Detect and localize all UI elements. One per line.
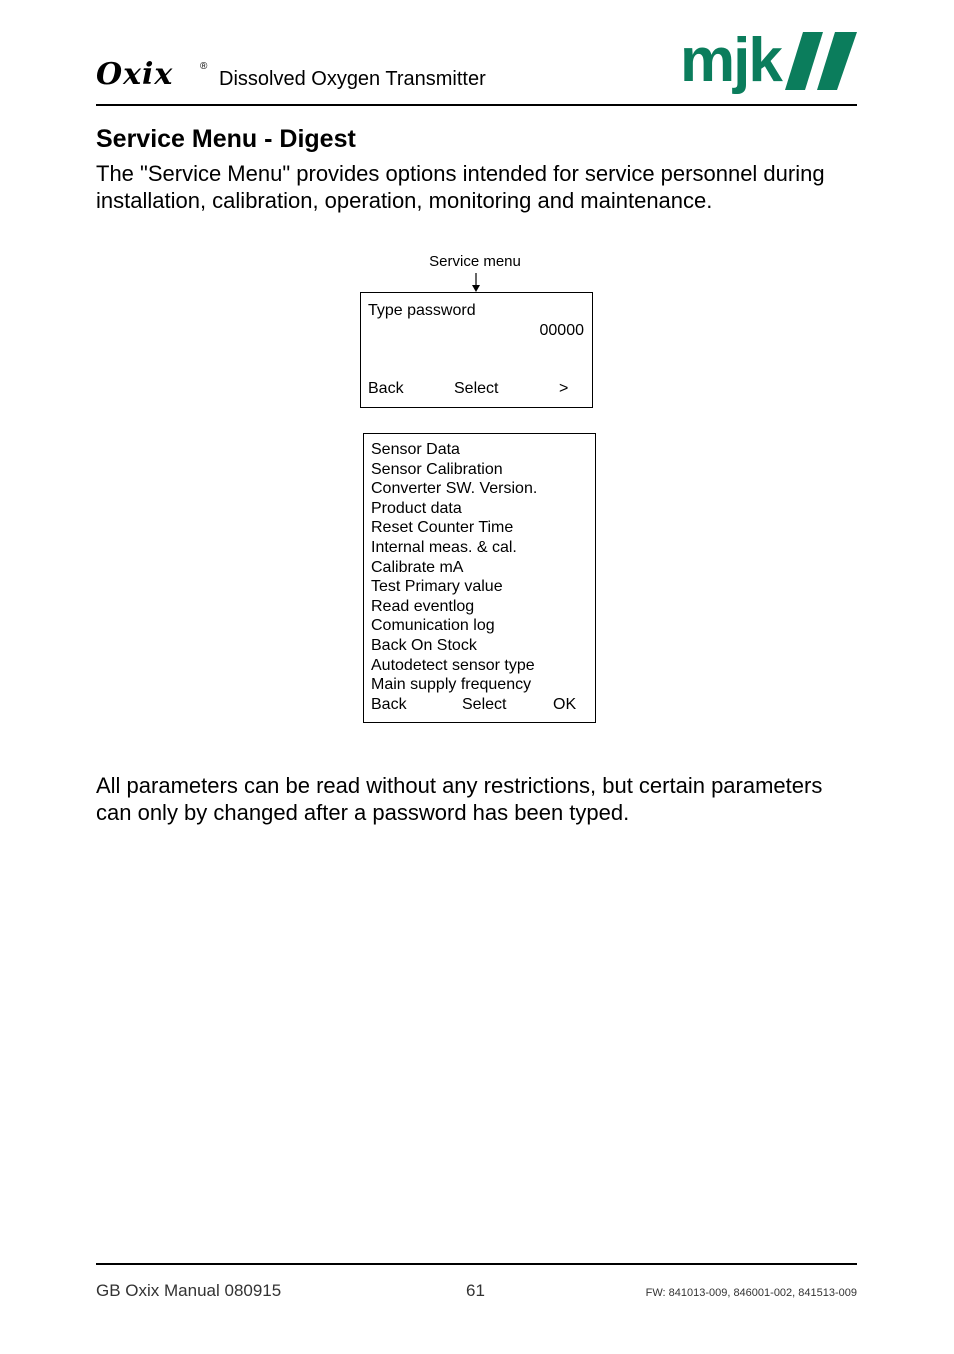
page-number: 61 [466, 1281, 485, 1300]
header-divider [96, 104, 857, 106]
company-logo-text: mjk [680, 26, 781, 95]
menu-item: Main supply frequency [371, 676, 532, 694]
footer-divider [96, 1263, 857, 1265]
select-softkey: Select [454, 380, 499, 397]
next-softkey: > [559, 380, 569, 397]
menu-item: Read eventlog [371, 597, 475, 615]
menu-item: Autodetect sensor type [371, 656, 535, 674]
menu-item: Internal meas. & cal. [371, 538, 517, 556]
select-softkey: Select [462, 696, 507, 713]
footer-firmware: FW: 841013-009, 846001-002, 841513-009 [645, 1287, 857, 1299]
menu-item: Product data [371, 499, 462, 517]
diagram-label: Service menu [429, 253, 521, 270]
password-screen [360, 292, 593, 408]
back-softkey: Back [368, 380, 404, 397]
password-prompt: Type password [368, 302, 476, 319]
password-value: 00000 [539, 322, 584, 339]
intro-paragraph: The "Service Menu" provides options intended for service personnel during installation, calibration, operation, monitoring and maintenance. [96, 161, 825, 213]
menu-item: Reset Counter Time [371, 519, 514, 537]
section-title: Service Menu - Digest [96, 125, 356, 153]
menu-item: Comunication log [371, 617, 495, 635]
menu-item: Converter SW. Version. [371, 480, 538, 498]
menu-item: Sensor Data [371, 441, 460, 458]
brand-name: Oxix [96, 57, 174, 92]
footer-document-id: GB Oxix Manual 080915 [96, 1281, 282, 1300]
company-logo-slashes [783, 32, 859, 90]
back-softkey: Back [371, 696, 407, 713]
ok-softkey: OK [553, 696, 577, 713]
document-subtitle: Dissolved Oxygen Transmitter [219, 68, 486, 90]
service-menu-list [364, 434, 595, 695]
service-menu-screen [363, 433, 596, 723]
down-arrow-icon [470, 273, 482, 293]
menu-item: Test Primary value [371, 578, 503, 596]
outro-paragraph: All parameters can be read without any restrictions, but certain parameters can only by changed after a password has been typed. [96, 773, 823, 825]
registered-mark: ® [200, 61, 208, 72]
menu-item: Sensor Calibration [371, 460, 503, 478]
menu-item: Calibrate mA [371, 558, 464, 576]
menu-item: Back On Stock [371, 636, 477, 654]
